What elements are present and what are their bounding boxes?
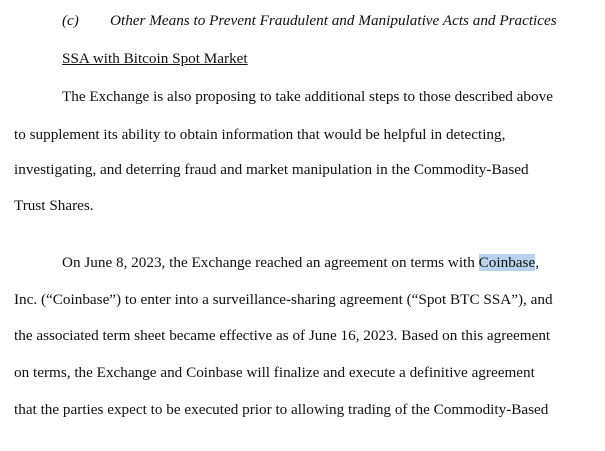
section-heading (62, 11, 557, 31)
section-marker: (c) (62, 12, 79, 29)
paragraph1-line-1: The Exchange is also proposing to take additional steps to those described above (62, 88, 553, 105)
paragraph2-line-5: that the parties expect to be executed prior to allowing trading of the Commodity-Based (14, 401, 549, 418)
section-title: Other Means to Prevent Fraudulent and Manipulative Acts and Practices (110, 12, 557, 29)
paragraph2-line-1-text: On June 8, 2023, the Exchange reached an agreement on terms with (62, 254, 479, 271)
paragraph2-line-1-end: , (535, 254, 539, 271)
paragraph1-line-3: investigating, and deterring fraud and market manipulation in the Commodity-Based (14, 161, 529, 178)
paragraph2-line-1 (62, 253, 539, 273)
paragraph1-line-2: to supplement its ability to obtain information that would be helpful in detecting, (14, 126, 506, 143)
paragraph2-line-3: the associated term sheet became effective as of June 16, 2023. Based on this agreement (14, 327, 551, 344)
paragraph2-line-2: Inc. (“Coinbase”) to enter into a surveillance-sharing agreement (“Spot BTC SSA”), and (14, 291, 553, 308)
subheading: SSA with Bitcoin Spot Market (62, 50, 248, 67)
paragraph2-line-4: on terms, the Exchange and Coinbase will finalize and execute a definitive agreement (14, 364, 535, 381)
highlighted-selection[interactable]: Coinbase (478, 254, 536, 271)
paragraph1-line-4: Trust Shares. (14, 197, 94, 214)
